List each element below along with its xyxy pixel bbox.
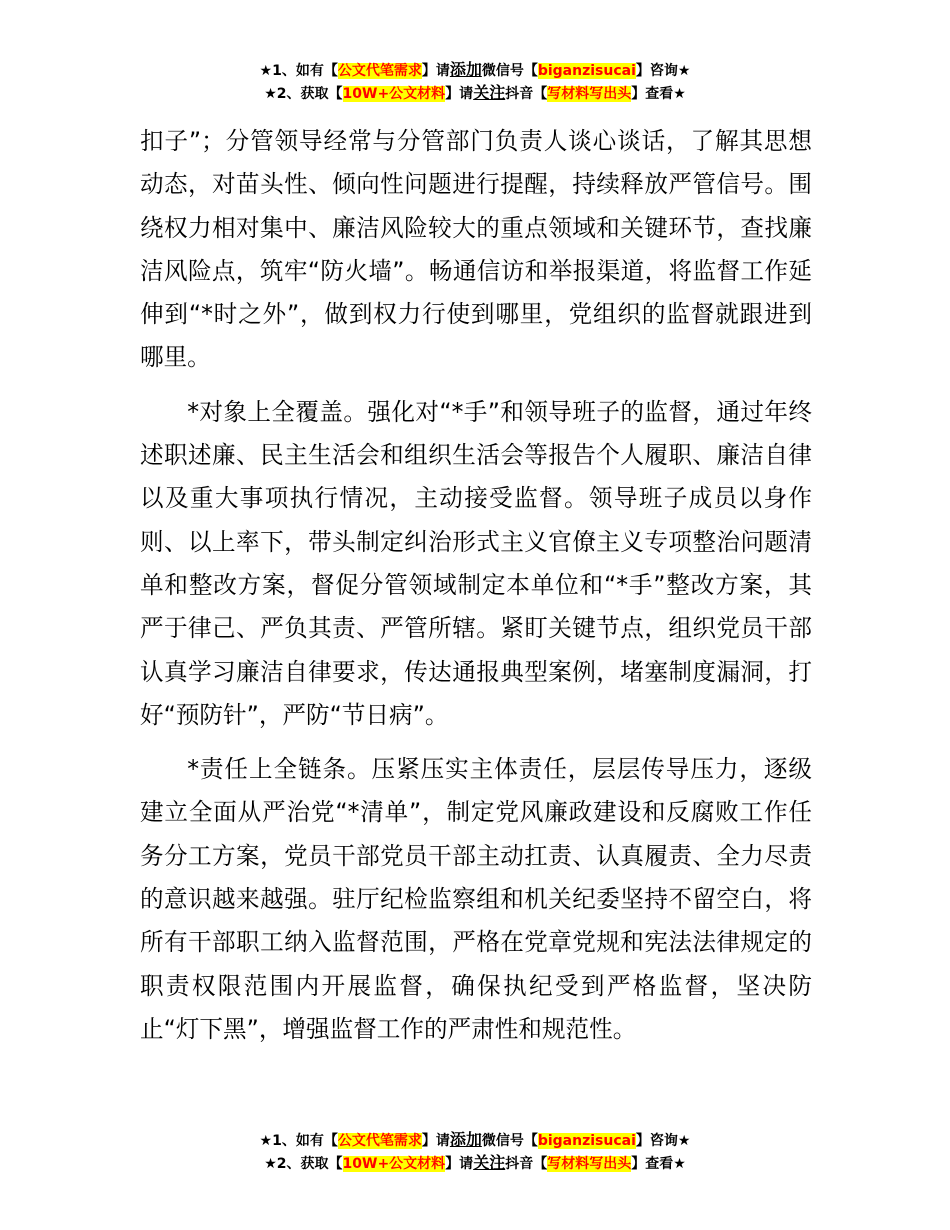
banner-text: 】咨询★: [635, 63, 691, 79]
paragraph-continuation: 扣子”；分管领导经常与分管部门负责人谈心谈话，了解其思想动态，对苗头性、倾向性问题进行提醒，持续释放严管信号。围绕权力相对集中、廉洁风险较大的重点领域和关键环节，查找廉洁风险点，筑牢“防火墙”。畅通信访和举报渠道，将监督工作延伸到“*时之外”，做到权力行使到哪里，党组织的监督就跟进到哪里。: [140, 127, 812, 372]
banner-text: 】咨询★: [635, 1133, 691, 1149]
emphasis-text: 添加: [449, 1130, 482, 1149]
emphasis-text: 关注: [473, 1153, 506, 1172]
banner-line-1: [0, 1129, 950, 1152]
banner-text: ★2、获取【: [264, 1156, 343, 1172]
highlight-wechat-id: biganzisucai: [537, 1133, 636, 1149]
banner-line-2: [0, 82, 950, 105]
banner-text: 抖音【: [505, 86, 548, 102]
highlight-service: 公文代笔需求: [337, 63, 422, 79]
banner-text: 】查看★: [631, 1156, 686, 1172]
paragraph-coverage: *对象上全覆盖。强化对“*手”和领导班子的监督，通过年终述职述廉、民主生活会和组织生活会等报告个人履职、廉洁自律以及重大事项执行情况，主动接受监督。领导班子成员以身作则、以上率下，带头制定纠治形式主义官僚主义专项整治问题清单和整改方案，督促分管领域制定本单位和“*手”整改方案，其严于律己、严负其责、严管所辖。紧盯关键节点，组织党员干部认真学习廉洁自律要求，传达通报典型案例，堵塞制度漏洞，打好“预防针”，严防“节日病”。: [140, 397, 812, 729]
banner-text: 】请: [421, 1133, 450, 1149]
banner-text: 微信号【: [481, 63, 538, 79]
banner-text: 微信号【: [481, 1133, 538, 1149]
highlight-service: 公文代笔需求: [337, 1133, 422, 1149]
banner-line-2: [0, 1152, 950, 1175]
banner-text: ★1、如有【: [259, 63, 338, 79]
header-banner: [0, 59, 950, 105]
banner-text: ★1、如有【: [259, 1133, 338, 1149]
document-body: [140, 120, 812, 1062]
highlight-douyin-account: 写材料写出头: [547, 86, 632, 102]
paragraph-responsibility: *责任上全链条。压紧压实主体责任，层层传导压力，逐级建立全面从严治党“*清单”，制定党风廉政建设和反腐败工作任务分工方案，党员干部党员干部主动扛责、认真履责、全力尽责的意识越来越强。驻厅纪检监察组和机关纪委坚持不留空白，将所有干部职工纳入监督范围，严格在党章党规和宪法法律规定的职责权限范围内开展监督，确保执纪受到严格监督，坚决防止“灯下黑”，增强监督工作的严肃性和规范性。: [140, 755, 812, 1043]
highlight-wechat-id: biganzisucai: [537, 63, 636, 79]
banner-text: 】请: [445, 86, 474, 102]
banner-text: ★2、获取【: [264, 86, 343, 102]
banner-text: 】请: [421, 63, 450, 79]
emphasis-text: 关注: [473, 83, 506, 102]
highlight-materials: 10W+公文材料: [342, 1156, 446, 1172]
banner-text: 】请: [445, 1156, 474, 1172]
banner-text: 】查看★: [631, 86, 686, 102]
banner-line-1: [0, 59, 950, 82]
highlight-materials: 10W+公文材料: [342, 86, 446, 102]
footer-banner: [0, 1129, 950, 1175]
banner-text: 抖音【: [505, 1156, 548, 1172]
highlight-douyin-account: 写材料写出头: [547, 1156, 632, 1172]
emphasis-text: 添加: [449, 60, 482, 79]
